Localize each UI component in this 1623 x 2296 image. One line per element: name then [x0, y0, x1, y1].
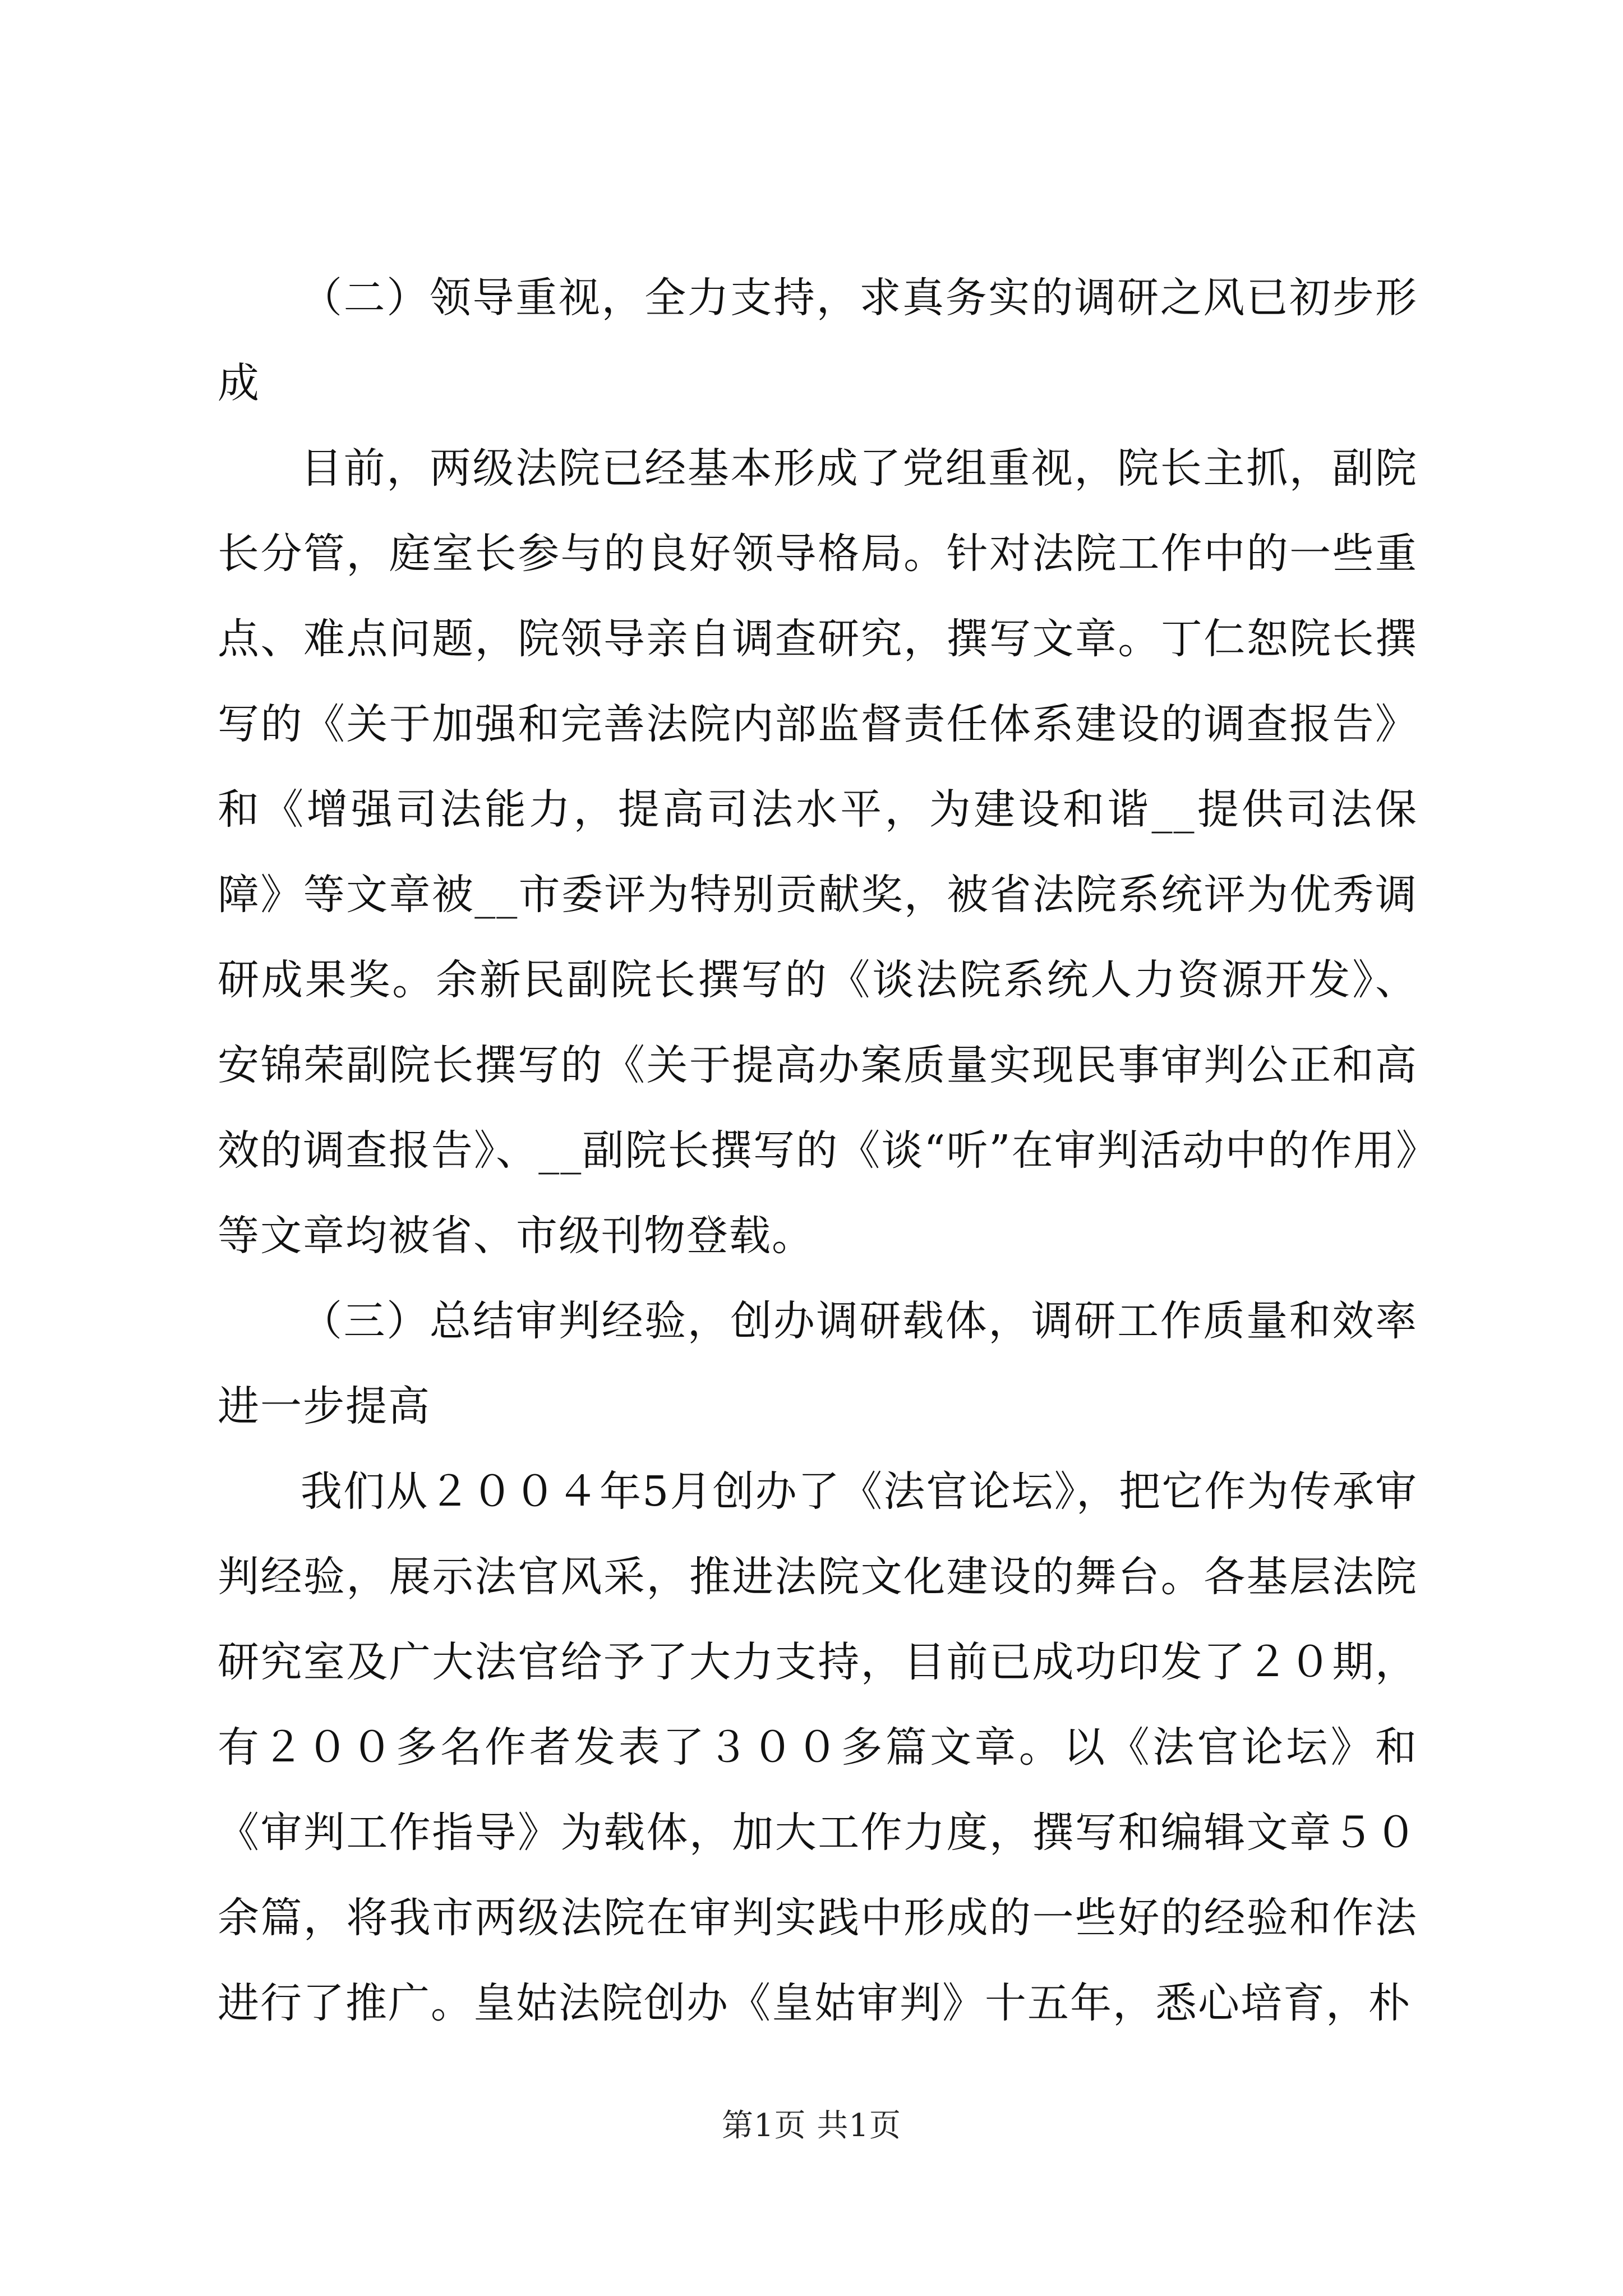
section-heading-2: （二）领导重视，全力支持，求真务实的调研之风已初步形成 — [218, 274, 1418, 407]
page-footer: 第1页 共1页 — [721, 2108, 902, 2144]
section-heading-3: （三）总结审判经验，创办调研载体，调研工作质量和效率进一步提高 — [218, 1297, 1418, 1430]
document-body — [218, 255, 1418, 2046]
body-paragraph-2: 我们从２００４年5月创办了《法官论坛》，把它作为传承审判经验，展示法官风采，推进法院文化建设的舞台。各基层法院研究室及广大法官给予了大力支持，目前已成功印发了２０期，有２００多名作者发表了３００多篇文章。以《法官论坛》和《审判工作指导》为载体，加大工作力度，撰写和编辑文章５０余篇，将我市两级法院在审判实践中形成的一些好的经验和作法进行了推广。皇姑法院创办《皇姑审判》十五年，悉心培育，朴 — [218, 1467, 1418, 2027]
body-paragraph-1: 目前，两级法院已经基本形成了党组重视，院长主抓，副院长分管，庭室长参与的良好领导格局。针对法院工作中的一些重点、难点问题，院领导亲自调查研究，撰写文章。丁仁恕院长撰写的《关于加强和完善法院内部监督责任体系建设的调查报告》和《增强司法能力，提高司法水平，为建设和谐__提供司法保障》等文章被__市委评为特别贡献奖，被省法院系统评为优秀调研成果奖。余新民副院长撰写的《谈法院系统人力资源开发》、安锦荣副院长撰写的《关于提高办案质量实现民事审判公正和高效的调查报告》、__副院长撰写的《谈“听”在审判活动中的作用》等文章均被省、市级刊物登载。 — [218, 444, 1418, 1260]
